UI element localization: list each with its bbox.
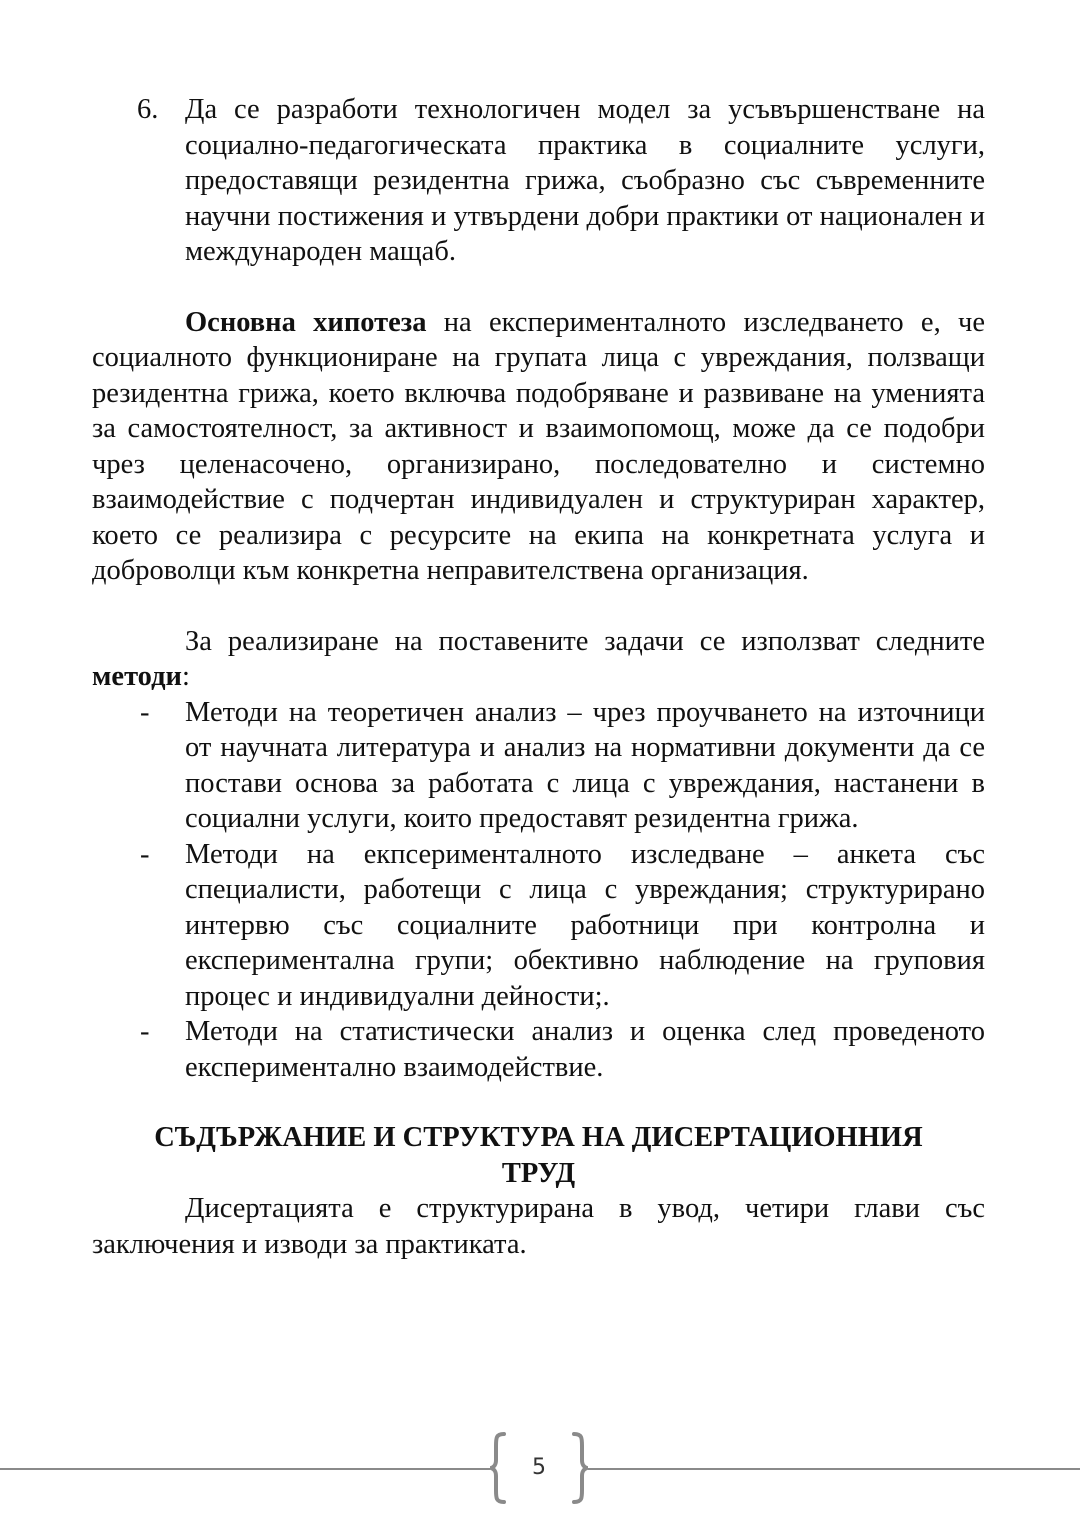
methods-colon: :: [181, 661, 190, 692]
methods-item-text: Методи на теоретичен анализ – чрез проучването на източници от научната литература и анализ на нормативни документи да се постави основа за работата с лица с увреждания, настанени в социални услуги, които предоставят резидентна грижа.: [185, 696, 985, 834]
section-heading-line-2: ТРУД: [501, 1157, 576, 1189]
section-heading-line-1: СЪДЪРЖАНИЕ И СТРУКТУРА НА ДИСЕРТАЦИОННИЯ: [154, 1122, 923, 1153]
hypothesis-paragraph: [92, 305, 985, 589]
methods-item-text: Методи на екпсерименталното изследване – анкета със специалисти, работещи с лица с увреждания; структурирано интервю със социалните работници при контролна и експериментална групи; обективно наблюдение на груповия процес и индивидуални дейности;.: [185, 838, 985, 1012]
section-paragraph: Дисертацията е структурирана в увод, четири глави със заключения и изводи за практиката.: [92, 1193, 985, 1260]
list-dash: -: [140, 1016, 150, 1047]
methods-list-item: [92, 837, 985, 1015]
methods-intro-text: За реализиране на поставените задачи се използват следните: [185, 625, 985, 657]
page-number-box: [490, 1432, 588, 1504]
methods-bold-word: методи: [92, 661, 182, 692]
methods-intro-paragraph: [92, 624, 985, 695]
list-dash: -: [140, 838, 150, 870]
list-number: 6.: [137, 94, 159, 125]
list-dash: -: [140, 696, 150, 728]
section-heading: [92, 1120, 985, 1191]
page-number: 5: [532, 1455, 546, 1480]
numbered-list-item: [92, 92, 985, 270]
methods-list-item: [92, 1014, 985, 1085]
hypothesis-bold-lead: Основна хипотеза: [185, 306, 427, 338]
footer-rule-left: [0, 1468, 490, 1470]
document-page: [92, 92, 985, 1262]
list-item-text: Да се разработи технологичен модел за усъвършенстване на социално-педагогическата практика в социалните услуги, предоставящи резидентна грижа, съобразно със съвременните научни постижения и утвърдени добри практики от национален и международен мащаб.: [185, 94, 985, 267]
hypothesis-text: на експерименталното изследването е, че социалното функциониране на групата лица с увреждания, ползващи резидентна грижа, което включва подобряване и развиване на уменията за самостоятелност, за активност и взаимопомощ, може да се подобри чрез целенасочено, организирано, последователно и системно взаимодействие с подчертан индивидуален и структуриран характер, което се реализира с ресурсите на екипа на конкретната услуга и доброволци към конкретна неправителствена организация.: [92, 306, 985, 586]
footer-rule-right: [588, 1468, 1080, 1470]
methods-list-item: [92, 695, 985, 837]
methods-item-text: Методи на статистически анализ и оценка след проведеното експериментално взаимодействие.: [185, 1016, 985, 1083]
